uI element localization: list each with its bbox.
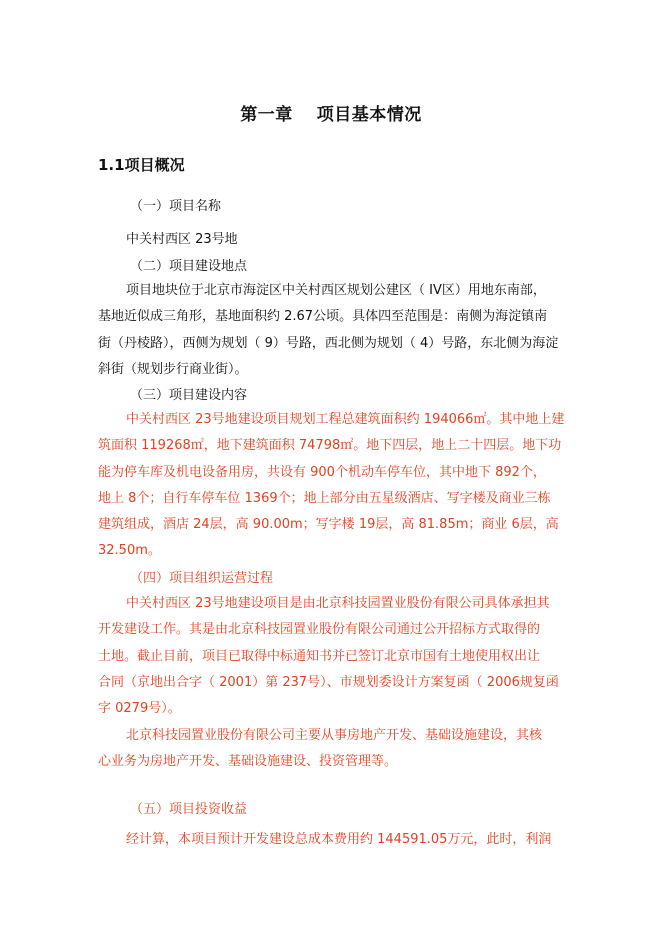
section-title: 1.1项目概况: [98, 156, 185, 174]
operation-line: 开发建设工作。其是由北京科技园置业股份有限公司通过公开招标方式取得的: [98, 622, 541, 638]
operation-paragraph: [98, 591, 559, 722]
construction-line: 筑面积 119268㎡，地下建筑面积 74798㎡。地下四层，地上二十四层。地下功: [98, 438, 562, 454]
construction-line: 能为停车库及机电设备用房，共设有 900个机动车停车位，其中地下 892个，: [98, 464, 546, 480]
operation-line: 土地。截止目前，项目已取得中标通知书并已签订北京市国有土地使用权出让: [98, 648, 541, 664]
construction-paragraph: [98, 407, 565, 565]
heading-investment-income: （五）项目投资收益: [130, 802, 248, 817]
location-line: 基地近似成三角形，基地面积约 2.67公顷。具体四至范围是：南侧为海淀镇南: [98, 309, 548, 325]
construction-line: 建筑组成，酒店 24层，高 90.00m；写字楼 19层，高 81.85m；商业 6层，高: [98, 517, 559, 533]
location-line: 街（丹棱路），西侧为规划（ 9）号路，西北侧为规划（ 4）号路，东北侧为海淀: [98, 335, 559, 351]
heading-project-name: （一）项目名称: [130, 199, 222, 214]
project-name-text: 中关村西区 23号地: [126, 232, 238, 247]
chapter-title: 第一章 项目基本情况: [240, 105, 422, 125]
operation-line: 字 0279号）。: [98, 701, 181, 717]
construction-line: 地上 8个；自行车停车位 1369个；地上部分由五星级酒店、写字楼及商业三栋: [98, 490, 551, 506]
operation-line: 合同（京地出合字（ 2001）第 237号）、市规划委设计方案复函（ 2006规复函: [98, 674, 559, 690]
location-line: 项目地块位于北京市海淀区中关村西区规划公建区（ IV区）用地东南部，: [126, 283, 546, 298]
company-line: 心业务为房地产开发、基础设施建设、投资管理等。: [98, 754, 398, 770]
heading-location: （二）项目建设地点: [130, 259, 248, 274]
construction-line: 中关村西区 23号地建设项目规划工程总建筑面积约 194066㎡。其中地上建: [126, 412, 565, 427]
construction-line: 32.50m。: [98, 543, 161, 559]
location-paragraph: [98, 278, 559, 383]
company-line: 北京科技园置业股份有限公司主要从事房地产开发、基础设施建设，其核: [126, 728, 543, 743]
location-line: 斜街（规划步行商业街）。: [98, 361, 248, 377]
operation-line: 中关村西区 23号地建设项目是由北京科技园置业股份有限公司具体承担其: [126, 596, 550, 611]
company-paragraph: [98, 723, 546, 776]
heading-construction-content: （三）项目建设内容: [130, 388, 248, 403]
income-text: 经计算，本项目预计开发建设总成本费用约 144591.05万元，此时，利润: [126, 832, 552, 847]
heading-operation-process: （四）项目组织运营过程: [130, 571, 274, 586]
